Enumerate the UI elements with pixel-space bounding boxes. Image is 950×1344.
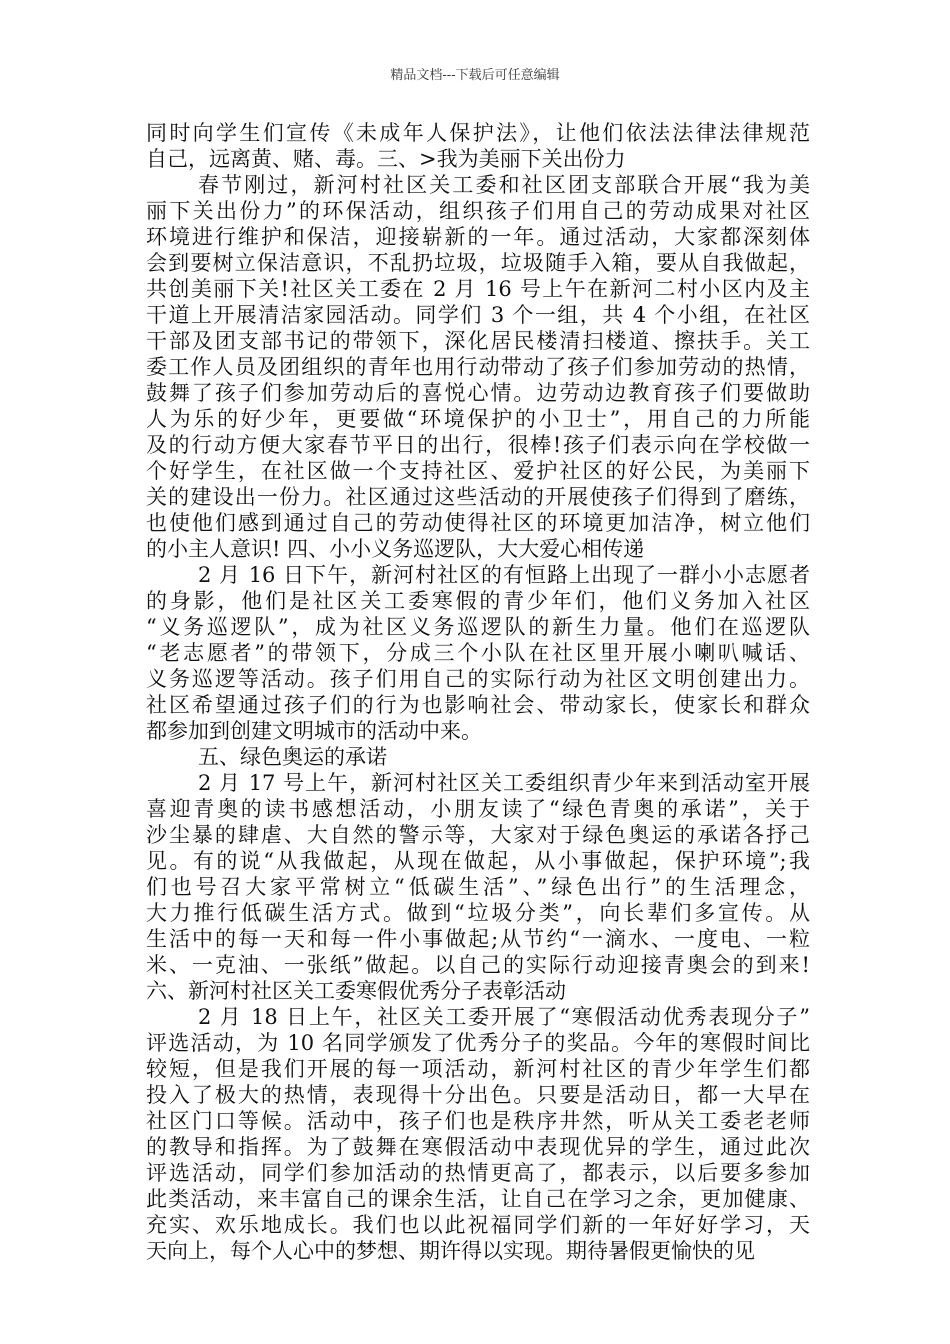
text-line: 都参加到创建文明城市的活动中来。	[146, 719, 482, 743]
text-line: 的教导和指挥。为了鼓舞在寒假活动中表现优异的学生，通过此次	[146, 1135, 810, 1159]
text-line: 义务巡逻等活动。孩子们用自己的实际行动为社区文明创建出力。	[146, 667, 810, 691]
text-line: 见。有的说“从我做起，从现在做起，从小事做起，保护环境”;我	[146, 849, 810, 873]
text-line: 五、绿色奥运的承诺	[198, 745, 387, 769]
text-line: 充实、欢乐地成长。我们也以此祝福同学们新的一年好好学习，天	[146, 1213, 810, 1237]
document-body	[146, 120, 810, 1264]
text-line: 委工作人员及团组织的青年也用行动带动了孩子们参加劳动的热情，	[146, 355, 810, 379]
text-line: 喜迎青奥的读书感想活动，小朋友读了“绿色青奥的承诺”，关于	[146, 797, 810, 821]
text-line: 较短，但是我们开展的每一项活动，新河村社区的青少年学生们都	[146, 1057, 810, 1081]
text-line: 投入了极大的热情，表现得十分出色。只要是活动日，都一大早在	[146, 1083, 810, 1107]
text-line: 干部及团支部书记的带领下，深化居民楼清扫楼道、擦扶手。关工	[146, 329, 810, 353]
text-line: 干道上开展清洁家园活动。同学们 3 个一组，共 4 个小组，在社区	[146, 303, 810, 327]
text-line: 2 月 16 日下午，新河村社区的有恒路上出现了一群小小志愿者	[198, 563, 810, 587]
text-line: 社区希望通过孩子们的行为也影响社会、带动家长，使家长和群众	[146, 693, 810, 717]
text-line: 同时向学生们宣传《未成年人保护法》，让他们依法法律法律规范	[146, 121, 810, 145]
text-line: “义务巡逻队”，成为社区义务巡逻队的新生力量。他们在巡逻队	[146, 615, 810, 639]
text-line: “老志愿者”的带领下，分成三个小队在社区里开展小喇叭喊话、	[146, 641, 810, 665]
text-line: 评选活动，为 10 名同学颁发了优秀分子的奖品。今年的寒假时间比	[146, 1031, 810, 1055]
paragraph	[146, 172, 810, 562]
text-line: 的身影，他们是社区关工委寒假的青少年们，他们义务加入社区	[146, 589, 810, 613]
text-line: 社区门口等候。活动中，孩子们也是秩序井然，听从关工委老老师	[146, 1109, 810, 1133]
text-line: 共创美丽下关!社区关工委在 2 月 16 号上午在新河二村小区内及主	[146, 277, 810, 301]
text-line: 六、新河村社区关工委寒假优秀分子表彰活动	[146, 979, 566, 1003]
text-line: 自己，远离黄、赌、毒。三、>我为美丽下关出份力	[146, 147, 626, 171]
text-line: 的小主人意识! 四、小小义务巡逻队，大大爱心相传递	[146, 537, 645, 561]
text-line: 环境进行维护和保洁，迎接崭新的一年。通过活动，大家都深刻体	[146, 225, 810, 249]
paragraph	[146, 744, 810, 770]
text-line: 2 月 18 日上午，社区关工委开展了“寒假活动优秀表现分子”	[198, 1005, 810, 1029]
text-line: 春节刚过，新河村社区关工委和社区团支部联合开展“我为美	[198, 173, 810, 197]
text-line: 沙尘暴的肆虐、大自然的警示等，大家对于绿色奥运的承诺各抒己	[146, 823, 810, 847]
text-line: 人为乐的好少年，更要做“环境保护的小卫士”，用自己的力所能	[146, 407, 810, 431]
paragraph	[146, 770, 810, 1004]
paragraph	[146, 1004, 810, 1264]
page-header: 精品文档---下载后可任意编辑	[390, 68, 560, 83]
text-line: 鼓舞了孩子们参加劳动后的喜悦心情。边劳动边教育孩子们要做助	[146, 381, 810, 405]
text-line: 及的行动方便大家春节平日的出行，很棒!孩子们表示向在学校做一	[146, 433, 810, 457]
text-line: 关的建设出一份力。社区通过这些活动的开展使孩子们得到了磨练，	[146, 485, 810, 509]
text-line: 大力推行低碳生活方式。做到“垃圾分类”，向长辈们多宣传。从	[146, 901, 810, 925]
text-line: 评选活动，同学们参加活动的热情更高了，都表示，以后要多参加	[146, 1161, 810, 1185]
paragraph	[146, 562, 810, 744]
text-line: 丽下关出份力”的环保活动，组织孩子们用自己的劳动成果对社区	[146, 199, 810, 223]
paragraph	[146, 120, 810, 172]
text-line: 2 月 17 号上午，新河村社区关工委组织青少年来到活动室开展	[198, 771, 810, 795]
text-line: 们也号召大家平常树立“低碳生活”、”绿色出行”的生活理念，	[146, 875, 810, 899]
text-line: 会到要树立保洁意识，不乱扔垃圾，垃圾随手入箱，要从自我做起，	[146, 251, 810, 275]
text-line: 米、一克油、一张纸”做起。以自己的实际行动迎接青奥会的到来!	[146, 953, 810, 977]
text-line: 此类活动，来丰富自己的课余生活，让自己在学习之余，更加健康、	[146, 1187, 810, 1211]
text-line: 个好学生，在社区做一个支持社区、爱护社区的好公民，为美丽下	[146, 459, 810, 483]
text-line: 也使他们感到通过自己的劳动使得社区的环境更加洁净，树立他们	[146, 511, 810, 535]
text-line: 生活中的每一天和每一件小事做起;从节约“一滴水、一度电、一粒	[146, 927, 810, 951]
text-line: 天向上，每个人心中的梦想、期许得以实现。期待暑假更愉快的见	[146, 1239, 755, 1263]
